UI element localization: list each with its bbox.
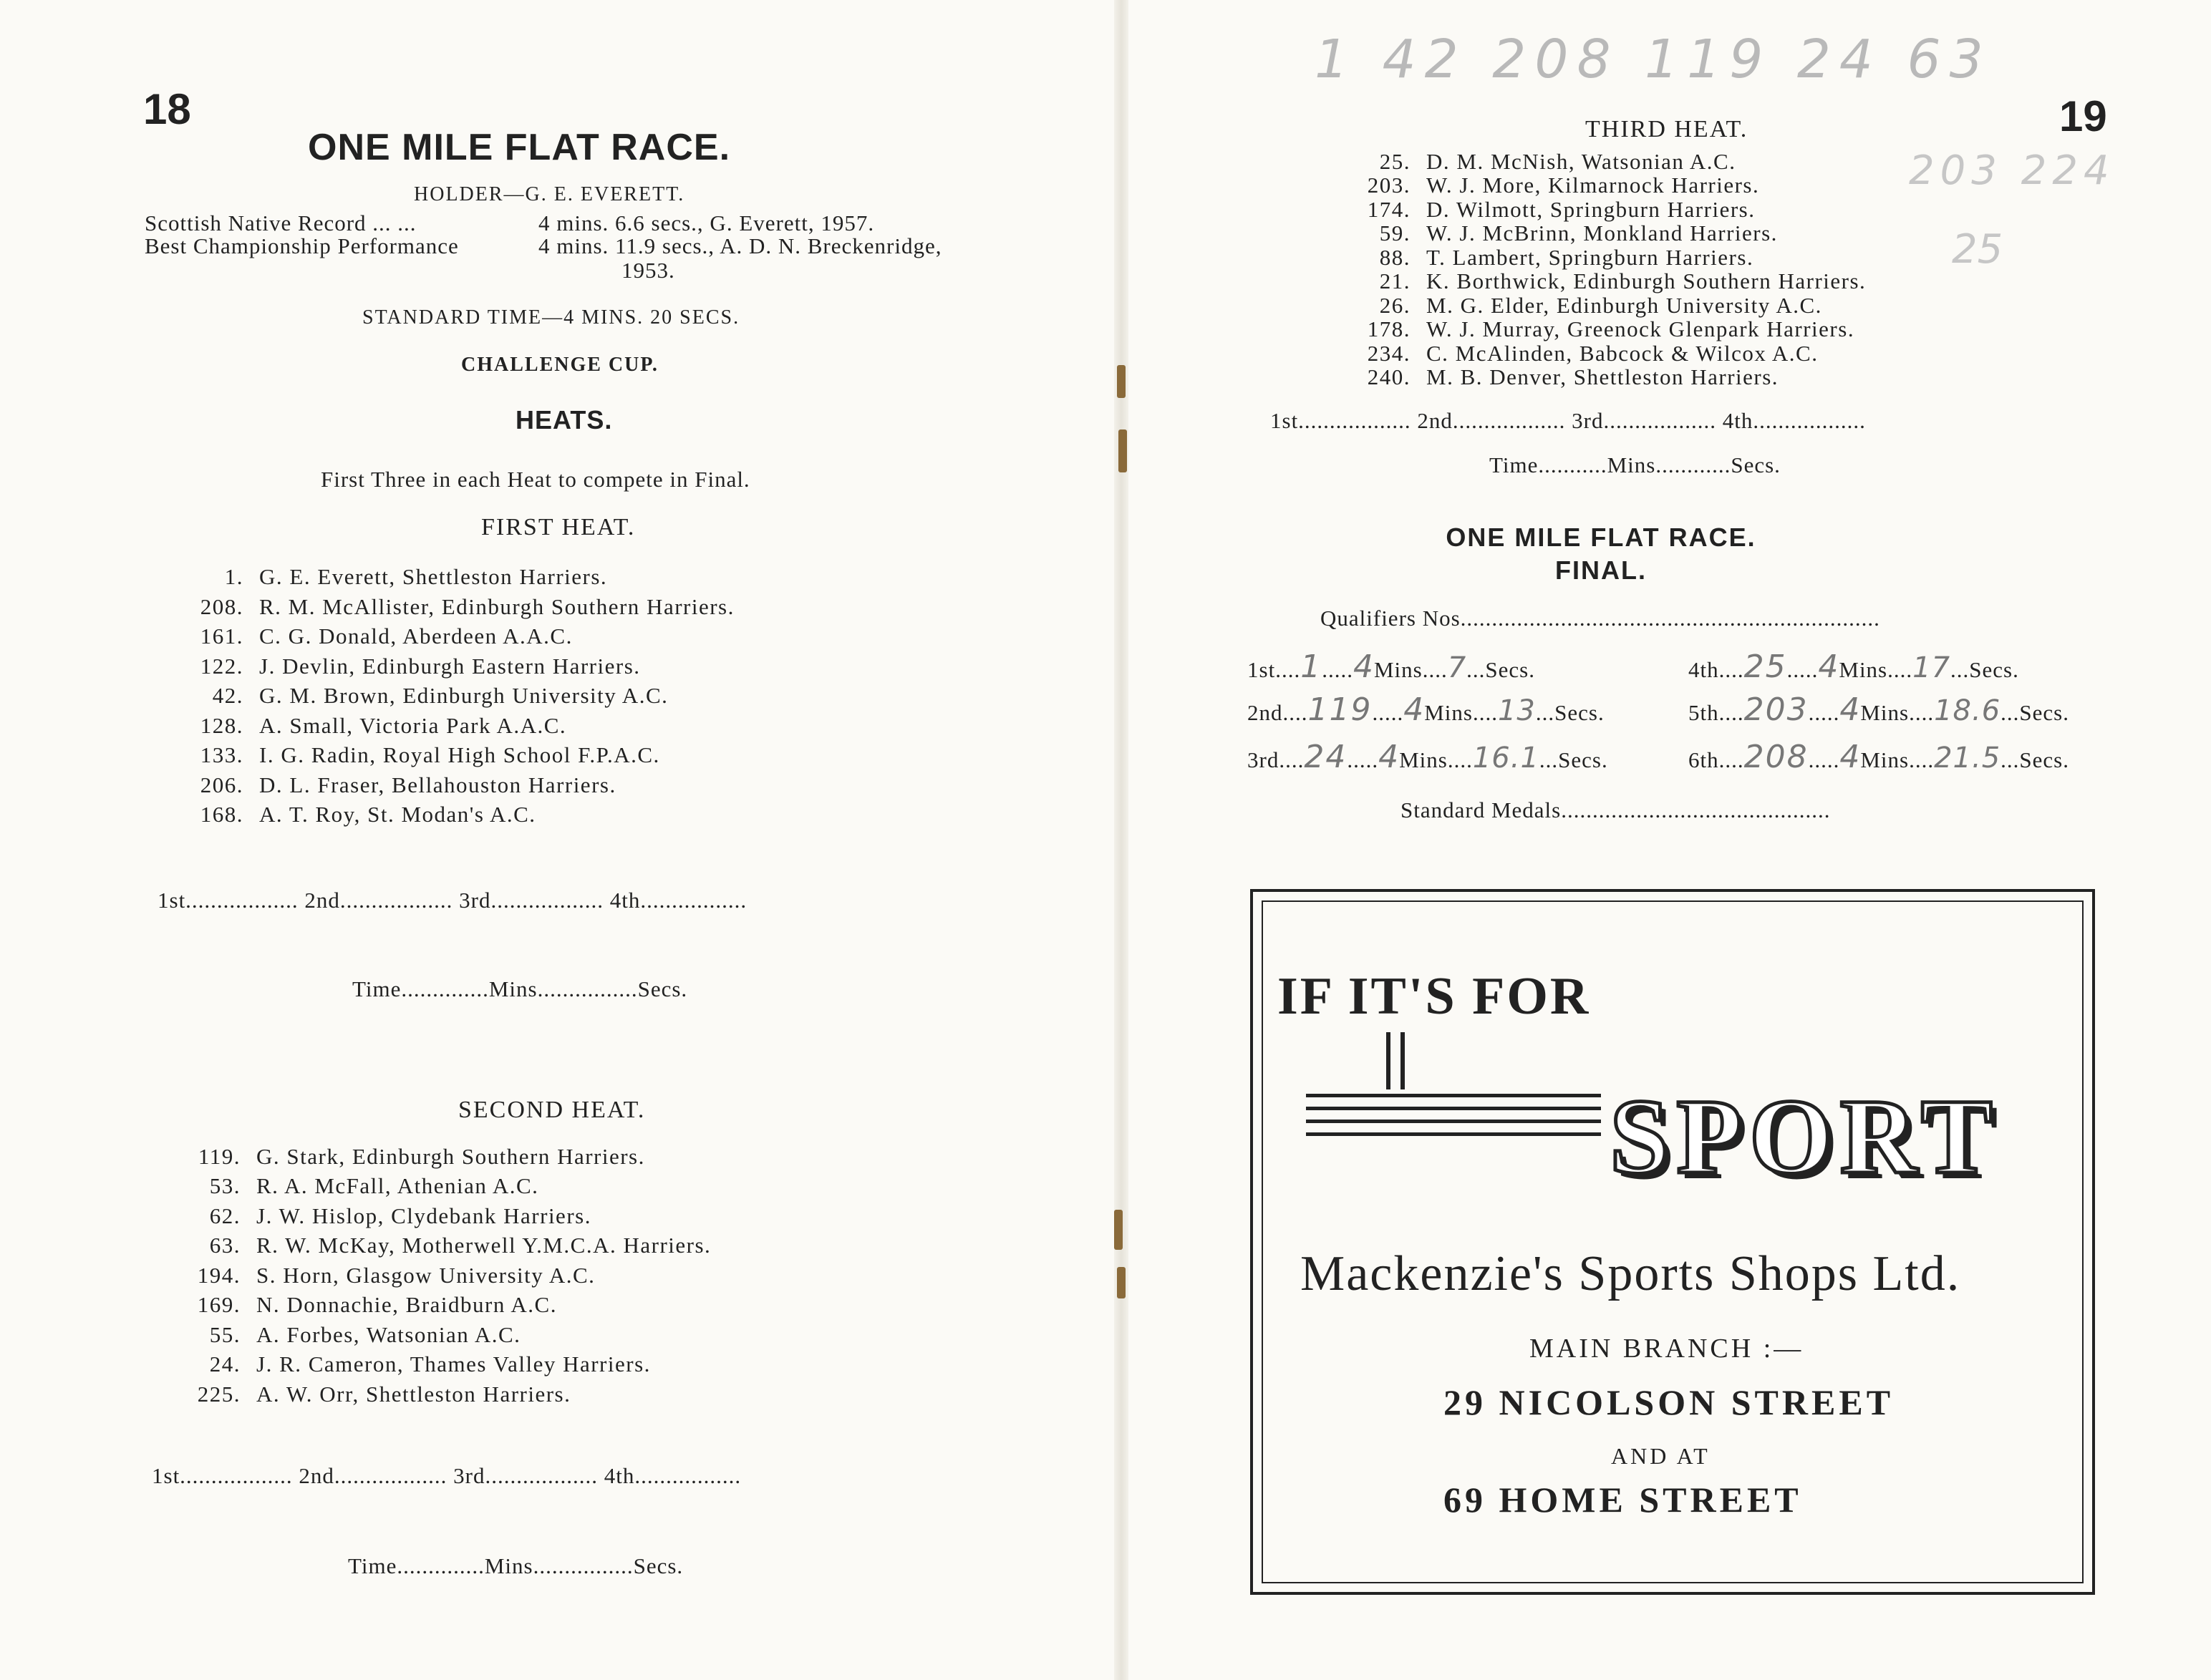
- final-place-label: 2nd: [1247, 700, 1283, 725]
- advert-decor-bar: [1400, 1032, 1405, 1089]
- list-item: 88. T. Lambert, Springburn Harriers.: [1379, 245, 1754, 270]
- final-handwritten-mins: 4: [1403, 691, 1425, 728]
- list-item: 208. R. M. McAllister, Edinburgh Southern Harriers.: [200, 594, 735, 619]
- handwritten-numbers-top: 1 42 208 119 24 63: [1315, 29, 1992, 90]
- advert-company: Mackenzie's Sports Shops Ltd.: [1300, 1246, 1961, 1301]
- advert-decor-line: [1306, 1107, 1601, 1110]
- list-item: 128. A. Small, Victoria Park A.A.C.: [200, 713, 567, 738]
- final-handwritten-mins: 4: [1839, 691, 1861, 728]
- final-result-row: 6th....208.....4Mins....21.5...Secs.: [1688, 739, 2069, 775]
- third-heat-placings: 1st.................. 2nd.................. 3rd.................. 4th..................: [1270, 408, 1866, 433]
- secs-label: Secs.: [1485, 657, 1535, 682]
- secs-label: Secs.: [1969, 657, 2019, 682]
- final-handwritten-secs: 16.1: [1472, 742, 1539, 775]
- holder-line: HOLDER—G. E. EVERETT.: [414, 183, 685, 205]
- final-place-label: 4th: [1688, 657, 1719, 682]
- final-handwritten-secs: 7: [1447, 651, 1467, 684]
- record-value-2: 4 mins. 11.9 secs., A. D. N. Breckenridge,: [538, 233, 942, 258]
- first-heat-time: Time..............Mins................Secs.: [352, 976, 688, 1001]
- third-heat-title: THIRD HEAT.: [1585, 116, 1748, 142]
- list-item: 203. W. J. More, Kilmarnock Harriers.: [1367, 173, 1760, 198]
- final-handwritten-mins: 4: [1818, 649, 1839, 685]
- final-place-label: 3rd: [1247, 747, 1279, 772]
- list-item: 178. W. J. Murray, Greenock Glenpark Harriers.: [1367, 316, 1855, 341]
- final-handwritten-mins: 4: [1353, 649, 1374, 685]
- list-item: 119. G. Stark, Edinburgh Southern Harriers.: [198, 1144, 645, 1169]
- advert-decor-line: [1306, 1120, 1601, 1123]
- final-handwritten-secs: 13: [1497, 694, 1536, 727]
- final-place-label: 1st: [1247, 657, 1276, 682]
- final-handwritten-number: 25: [1743, 649, 1787, 685]
- secs-label: Secs.: [1554, 700, 1605, 725]
- final-handwritten-secs: 17: [1912, 651, 1951, 684]
- advert-address-1: 29 NICOLSON STREET: [1443, 1382, 1895, 1422]
- list-item: 63. R. W. McKay, Motherwell Y.M.C.A. Harriers.: [209, 1233, 712, 1258]
- final-result-row: 2nd....119.....4Mins....13...Secs.: [1247, 691, 1605, 728]
- advert-decor-line: [1306, 1094, 1601, 1097]
- final-result-row: 5th....203.....4Mins....18.6...Secs.: [1688, 691, 2069, 728]
- advert-branch-label: MAIN BRANCH :—: [1529, 1334, 1804, 1364]
- secs-label: Secs.: [2019, 747, 2069, 772]
- handwritten-number-side-2: 25: [1952, 226, 2003, 273]
- record-label-2: Best Championship Performance: [145, 233, 459, 258]
- list-item: 240. M. B. Denver, Shettleston Harriers.: [1367, 364, 1779, 389]
- list-item: 206. D. L. Fraser, Bellahouston Harriers.: [200, 772, 616, 797]
- final-subtitle: FINAL.: [1555, 555, 1647, 585]
- secs-label: Secs.: [2019, 700, 2069, 725]
- list-item: 1. G. E. Everett, Shettleston Harriers.: [224, 564, 608, 589]
- third-heat-time: Time...........Mins............Secs.: [1489, 452, 1781, 477]
- advert-box: [1250, 889, 2095, 1595]
- page-number-left: 18: [143, 85, 191, 133]
- final-handwritten-number: 1: [1300, 649, 1322, 685]
- list-item: 194. S. Horn, Glasgow University A.C.: [197, 1263, 596, 1288]
- record-label-1: Scottish Native Record ... ...: [145, 210, 417, 236]
- list-item: 122. J. Devlin, Edinburgh Eastern Harriers.: [200, 654, 641, 679]
- final-handwritten-mins: 4: [1839, 739, 1861, 775]
- final-handwritten-number: 119: [1307, 691, 1373, 728]
- list-item: 24. J. R. Cameron, Thames Valley Harriers.: [209, 1351, 651, 1376]
- first-heat-placings: 1st.................. 2nd.................. 3rd.................. 4th.................: [158, 888, 748, 913]
- list-item: 53. R. A. McFall, Athenian A.C.: [209, 1173, 539, 1198]
- advert-sport-word: SPORT: [1610, 1077, 2000, 1196]
- list-item: 234. C. McAlinden, Babcock & Wilcox A.C.: [1367, 341, 1819, 366]
- qualifiers-line: Qualifiers Nos...................................................................: [1320, 606, 1880, 631]
- record-value-2-cont: 1953.: [621, 258, 675, 283]
- mins-label: Mins: [1860, 747, 1910, 772]
- final-title: ONE MILE FLAT RACE.: [1446, 523, 1756, 552]
- heats-heading: HEATS.: [516, 405, 613, 434]
- standard-medals: Standard Medals...........................................: [1400, 797, 1831, 822]
- final-handwritten-number: 208: [1743, 739, 1809, 775]
- final-handwritten-mins: 4: [1378, 739, 1400, 775]
- mins-label: Mins: [1373, 657, 1423, 682]
- final-handwritten-secs: 18.6: [1934, 694, 2001, 727]
- list-item: 25. D. M. McNish, Watsonian A.C.: [1379, 149, 1736, 174]
- final-handwritten-number: 24: [1304, 739, 1348, 775]
- list-item: 26. M. G. Elder, Edinburgh University A.C.: [1379, 293, 1822, 318]
- secs-label: Secs.: [1558, 747, 1608, 772]
- list-item: 133. I. G. Radin, Royal High School F.P.A.C.: [200, 742, 660, 767]
- list-item: 161. C. G. Donald, Aberdeen A.A.C.: [200, 623, 573, 649]
- list-item: 55. A. Forbes, Watsonian A.C.: [209, 1322, 521, 1347]
- advert-headline: IF IT'S FOR: [1277, 967, 1591, 1026]
- list-item: 42. G. M. Brown, Edinburgh University A.C.: [212, 683, 669, 708]
- advert-and-at: AND AT: [1611, 1443, 1711, 1469]
- mins-label: Mins: [1424, 700, 1473, 725]
- second-heat-time: Time..............Mins................Secs.: [348, 1553, 684, 1578]
- record-value-1: 4 mins. 6.6 secs., G. Everett, 1957.: [538, 210, 875, 236]
- list-item: 174. D. Wilmott, Springburn Harriers.: [1367, 197, 1756, 222]
- list-item: 59. W. J. McBrinn, Monkland Harriers.: [1379, 220, 1778, 246]
- second-heat-title: SECOND HEAT.: [458, 1097, 646, 1123]
- final-handwritten-number: 203: [1743, 691, 1809, 728]
- advert-decor-bar: [1386, 1032, 1390, 1089]
- challenge-cup: CHALLENGE CUP.: [461, 354, 659, 376]
- standard-time: STANDARD TIME—4 MINS. 20 SECS.: [362, 306, 740, 329]
- final-place-label: 5th: [1688, 700, 1719, 725]
- handwritten-numbers-side: 203 224: [1909, 147, 2115, 194]
- mins-label: Mins: [1399, 747, 1448, 772]
- mins-label: Mins: [1839, 657, 1888, 682]
- final-result-row: 1st....1.....4Mins....7...Secs.: [1247, 649, 1535, 685]
- mins-label: Mins: [1860, 700, 1910, 725]
- page-number-right: 19: [2059, 92, 2107, 140]
- second-heat-placings: 1st.................. 2nd.................. 3rd.................. 4th.................: [152, 1463, 742, 1488]
- final-place-label: 6th: [1688, 747, 1719, 772]
- final-result-row: 3rd....24.....4Mins....16.1...Secs.: [1247, 739, 1608, 775]
- page-title: ONE MILE FLAT RACE.: [308, 127, 731, 168]
- final-result-row: 4th....25.....4Mins....17...Secs.: [1688, 649, 2019, 685]
- final-handwritten-secs: 21.5: [1934, 742, 2001, 775]
- advert-address-2: 69 HOME STREET: [1443, 1480, 1802, 1520]
- list-item: 168. A. T. Roy, St. Modan's A.C.: [200, 802, 536, 827]
- first-heat-title: FIRST HEAT.: [481, 514, 636, 540]
- list-item: 21. K. Borthwick, Edinburgh Southern Harriers.: [1379, 268, 1867, 293]
- list-item: 225. A. W. Orr, Shettleston Harriers.: [197, 1382, 571, 1407]
- list-item: 62. J. W. Hislop, Clydebank Harriers.: [209, 1203, 591, 1228]
- heats-note: First Three in each Heat to compete in Final.: [321, 467, 750, 492]
- advert-decor-line: [1306, 1132, 1601, 1136]
- list-item: 169. N. Donnachie, Braidburn A.C.: [197, 1292, 557, 1317]
